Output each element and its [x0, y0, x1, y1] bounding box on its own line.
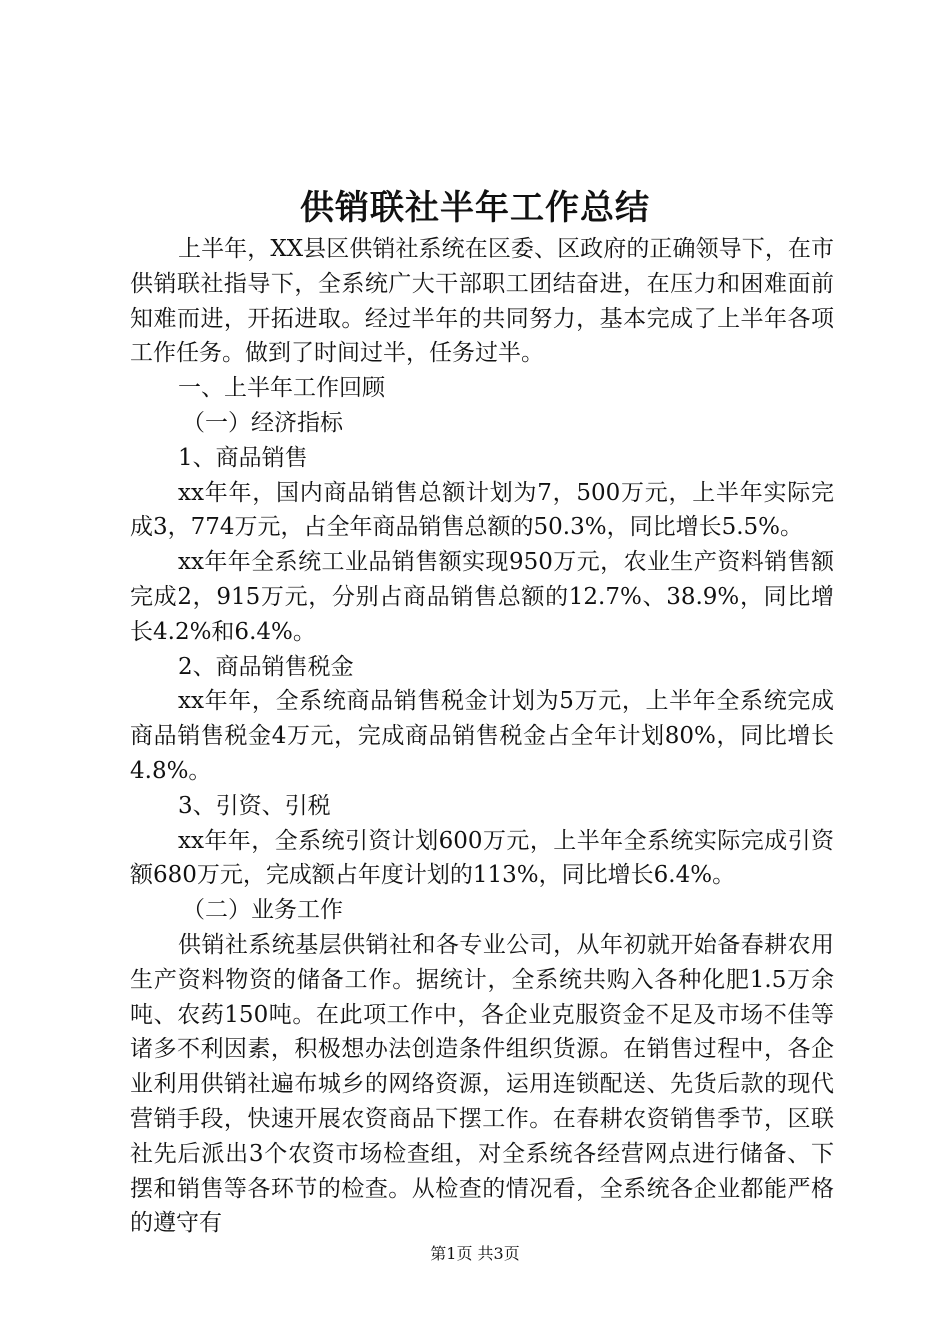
paragraph-industrial-agricultural-sales: xx年年全系统工业品销售额实现950万元，农业生产资料销售额完成2，915万元，分别占商品销售总额的12.7%、38.9%，同比增长4.2%和6.4%。 — [130, 549, 834, 645]
paragraph-business-work: 供销社系统基层供销社和各专业公司，从年初就开始备春耕农用生产资料物资的储备工作。据统计，全系统共购入各种化肥1.5万余吨、农药150吨。在此项工作中，各企业克服资金不足及市场不佳等诸多不利因素，积极想办法创造条件组织货源。在销售过程中，各企业利用供销社遍布城乡的网络资源，运用连锁配送、先货后款的现代营销手段，快速开展农资商品下摆工作。在春耕农资销售季节，区联社先后派出3个农资市场检查组，对全系统各经营网点进行储备、下摆和销售等各环节的检查。从检查的情况看，全系统各企业都能严格的遵守有 — [130, 931, 834, 1237]
paragraph-investment: xx年年，全系统引资计划600万元，上半年全系统实际完成引资额680万元，完成额占年度计划的113%，同比增长6.4%。 — [130, 827, 834, 889]
item-heading-investment-tax: 3、引资、引税 — [178, 792, 331, 819]
item-heading-commodity-sales: 1、商品销售 — [178, 444, 308, 471]
paragraph-sales-tax: xx年年，全系统商品销售税金计划为5万元，上半年全系统完成商品销售税金4万元，完成商品销售税金占全年计划80%，同比增长4.8%。 — [130, 688, 834, 784]
subsection-heading-economic-indicators: （一）经济指标 — [182, 409, 343, 436]
item-heading-sales-tax: 2、商品销售税金 — [178, 653, 354, 680]
paragraph-commodity-sales-total: xx年年，国内商品销售总额计划为7，500万元，上半年实际完成3，774万元，占全年商品销售总额的50.3%，同比增长5.5%。 — [130, 479, 834, 541]
subsection-heading-business-work: （二）业务工作 — [182, 897, 343, 924]
intro-paragraph: 上半年，XX县区供销社系统在区委、区政府的正确领导下，在市供销联社指导下，全系统广大干部职工团结奋进，在压力和困难面前知难而进，开拓进取。经过半年的共同努力，基本完成了上半年各项工作任务。做到了时间过半，任务过半。 — [130, 236, 834, 367]
page-number-footer: 第1页 共3页 — [430, 1244, 520, 1263]
document-title: 供销联社半年工作总结 — [300, 188, 650, 228]
document-body — [130, 232, 834, 1241]
section-heading-review: 一、上半年工作回顾 — [178, 375, 385, 402]
